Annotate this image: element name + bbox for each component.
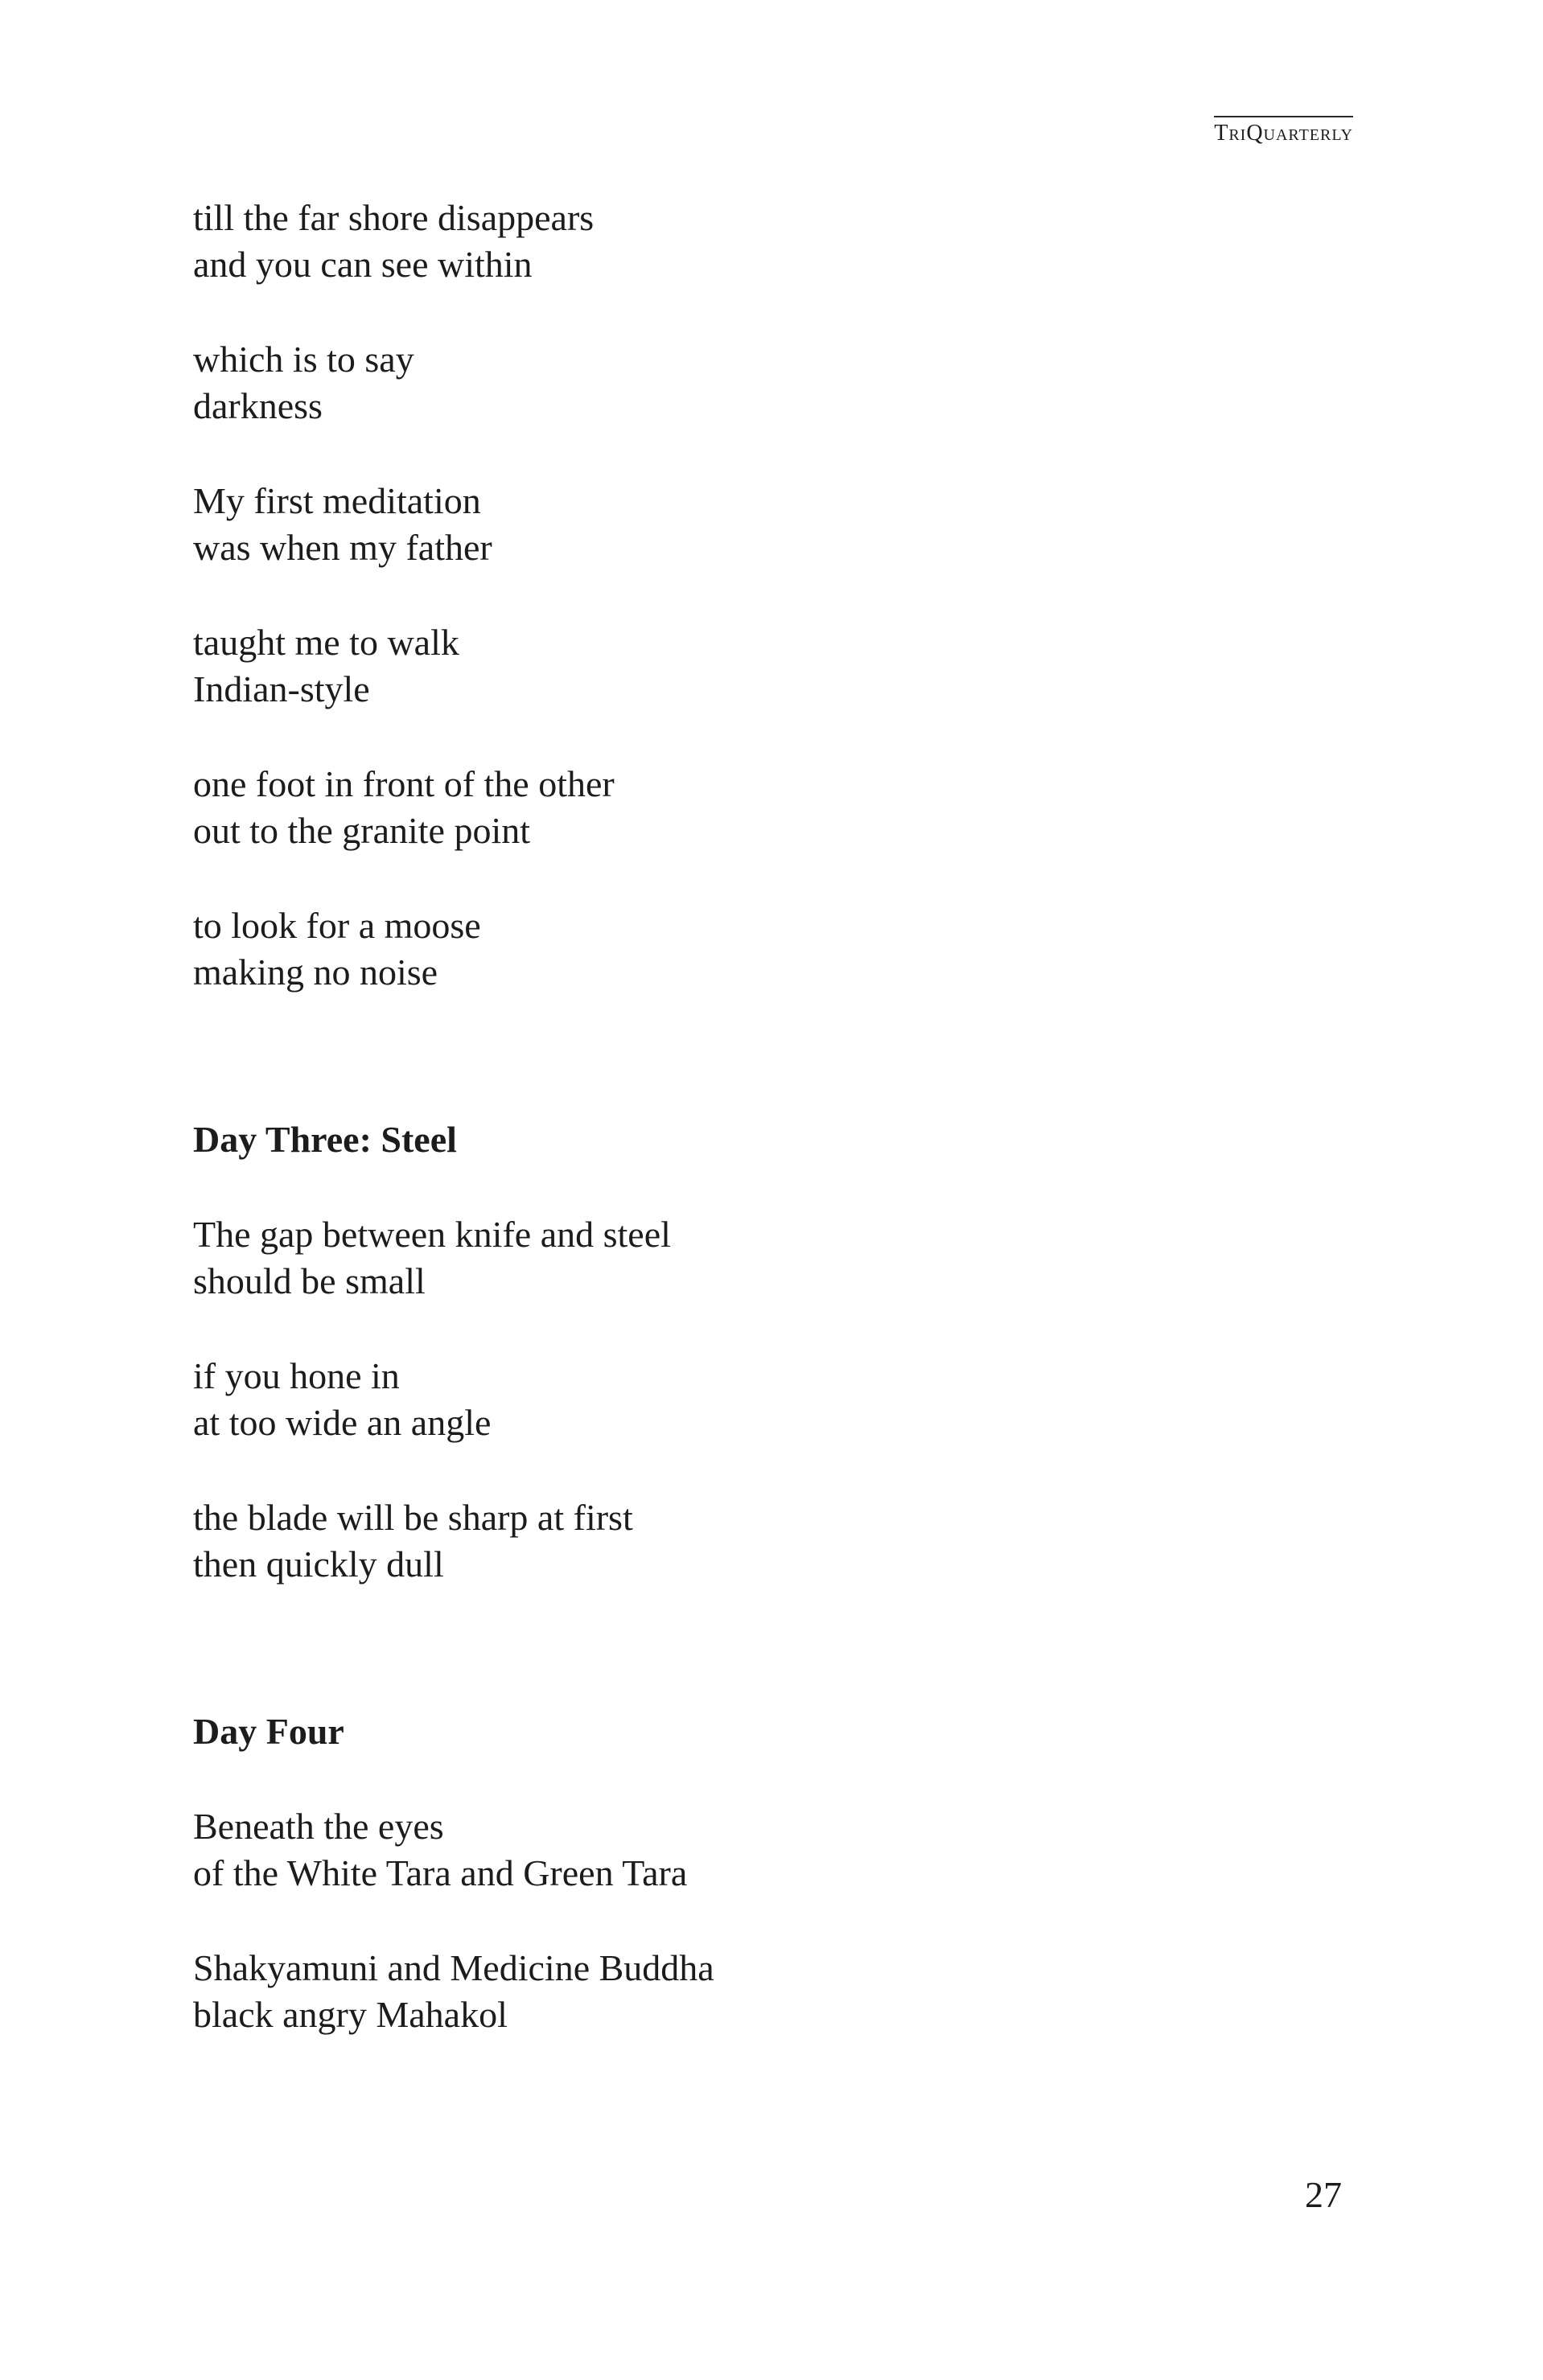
stanza xyxy=(193,336,1239,430)
poem-line: out to the granite point xyxy=(193,810,531,851)
poem-line: should be small xyxy=(193,1260,426,1301)
running-head: TriQuarterly xyxy=(1214,116,1353,146)
poem-line: was when my father xyxy=(193,527,492,568)
section-heading-day-three: Day Three: Steel xyxy=(193,1119,457,1160)
poem-line: The gap between knife and steel xyxy=(193,1214,671,1255)
poem-body xyxy=(193,195,1239,2038)
poem-line: taught me to walk xyxy=(193,622,459,663)
poem-line: black angry Mahakol xyxy=(193,1994,508,2035)
stanza xyxy=(193,902,1239,996)
poem-line: if you hone in xyxy=(193,1355,400,1396)
section-heading-day-four: Day Four xyxy=(193,1711,344,1752)
poem-line: My first meditation xyxy=(193,480,481,521)
poem-line: to look for a moose xyxy=(193,905,481,946)
poem-line: darkness xyxy=(193,385,323,426)
poem-line: the blade will be sharp at first xyxy=(193,1497,633,1538)
poem-line: Shakyamuni and Medicine Buddha xyxy=(193,1947,714,1988)
stanza xyxy=(193,619,1239,713)
stanza xyxy=(193,1494,1239,1588)
poem-line: which is to say xyxy=(193,339,414,380)
stanza xyxy=(193,1945,1239,2038)
stanza xyxy=(193,478,1239,571)
stanza xyxy=(193,761,1239,854)
stanza xyxy=(193,1803,1239,1897)
stanza xyxy=(193,195,1239,288)
poem-line: till the far shore disappears xyxy=(193,197,595,238)
poem-line: at too wide an angle xyxy=(193,1402,492,1443)
poem-line: of the White Tara and Green Tara xyxy=(193,1852,688,1893)
page-number: 27 xyxy=(1305,2174,1342,2215)
stanza xyxy=(193,1353,1239,1446)
poem-line: Indian-style xyxy=(193,668,370,709)
poem-line: and you can see within xyxy=(193,244,533,285)
poem-line: one foot in front of the other xyxy=(193,763,615,804)
poem-line: Beneath the eyes xyxy=(193,1806,444,1847)
stanza xyxy=(193,1211,1239,1305)
poem-line: making no noise xyxy=(193,952,438,993)
poem-line: then quickly dull xyxy=(193,1544,444,1585)
